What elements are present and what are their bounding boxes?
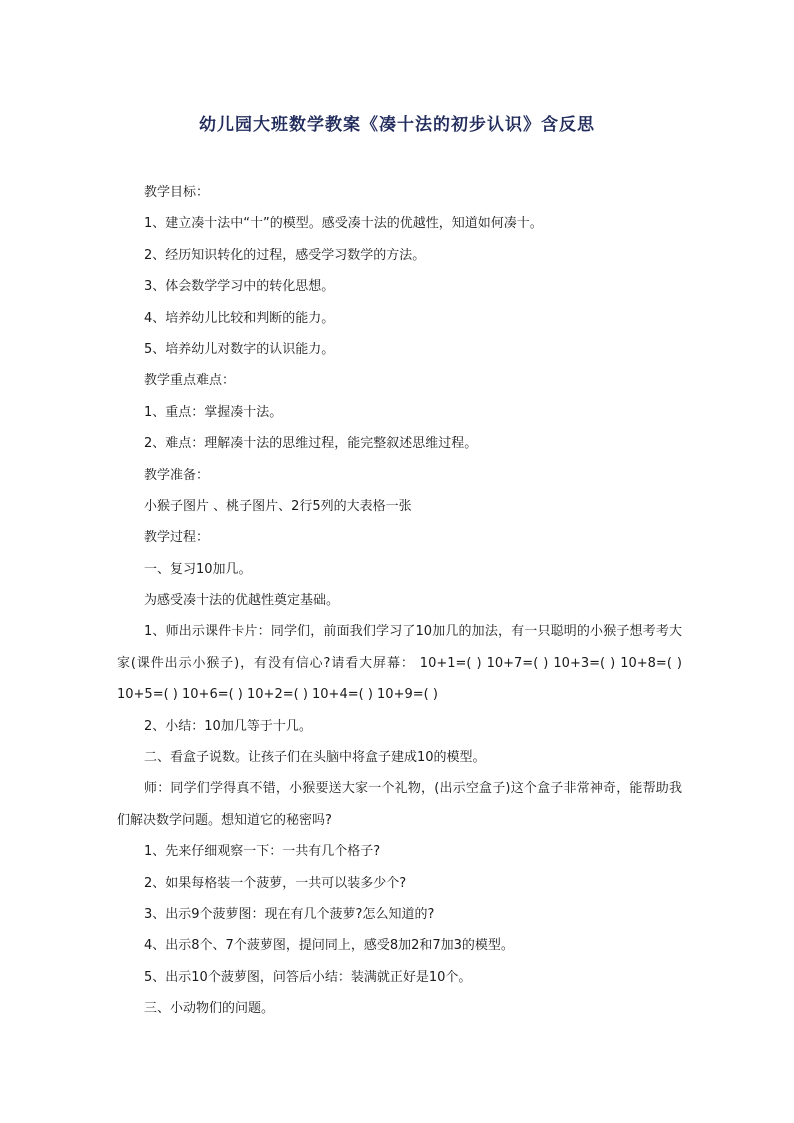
process-step-1-summary: 2、小结：10加几等于十几。 <box>144 718 312 734</box>
process-step-2-item-1: 1、先来仔细观察一下：一共有几个格子? <box>144 844 381 860</box>
document-body <box>117 177 682 1025</box>
process-step-1-card: 1、师出示课件卡片：同学们，前面我们学习了10加几的加法，有一只聪明的小猴子想考考大家(课件出示小猴子)，有没有信心?请看大屏幕： 10+1=( ) 10+7=( ) 10+3=( ) 10+8=( ) 10+5=( ) 10+6=( ) 10+2=( ) 10+4=( ) 10+9=( ) <box>117 624 682 703</box>
process-step-2-intro: 师：同学们学得真不错，小猴要送大家一个礼物，(出示空盒子)这个盒子非常神奇，能帮助我们解决数学问题。想知道它的秘密吗? <box>117 781 682 828</box>
objective-2: 2、经历知识转化的过程，感受学习数学的方法。 <box>144 247 426 263</box>
section-heading-preparation: 教学准备： <box>144 467 210 483</box>
process-step-2-item-4: 4、出示8个、7个菠萝图，提问同上，感受8加2和7加3的模型。 <box>144 938 514 954</box>
section-heading-objectives: 教学目标： <box>144 185 210 200</box>
process-step-1-heading: 一、复习10加几。 <box>144 561 252 577</box>
objective-5: 5、培养幼儿对数字的认识能力。 <box>144 341 335 357</box>
preparation-items: 小猴子图片 、桃子图片、2行5列的大表格一张 <box>144 498 412 514</box>
process-step-3-heading: 三、小动物们的问题。 <box>144 1001 275 1017</box>
section-heading-process: 教学过程： <box>144 530 210 546</box>
process-step-2-item-2: 2、如果每格装一个菠萝，一共可以装多少个? <box>144 875 407 891</box>
objective-3: 3、体会数学学习中的转化思想。 <box>144 279 335 295</box>
process-step-1-note: 为感受凑十法的优越性奠定基础。 <box>144 593 340 609</box>
key-point-2: 2、难点：理解凑十法的思维过程，能完整叙述思维过程。 <box>144 436 478 452</box>
document-title: 幼儿园大班数学教案《凑十法的初步认识》含反思 <box>199 115 595 135</box>
section-heading-key-points: 教学重点难点： <box>144 373 236 389</box>
process-step-2-heading: 二、看盒子说数。让孩子们在头脑中将盒子建成10的模型。 <box>144 750 486 766</box>
objective-1: 1、建立凑十法中“十”的模型。感受凑十法的优越性，知道如何凑十。 <box>144 216 543 232</box>
process-step-2-item-5: 5、出示10个菠萝图，问答后小结：装满就正好是10个。 <box>144 969 472 985</box>
process-step-2-item-3: 3、出示9个菠萝图：现在有几个菠萝?怎么知道的? <box>144 907 435 923</box>
objective-4: 4、培养幼儿比较和判断的能力。 <box>144 310 335 326</box>
key-point-1: 1、重点：掌握凑十法。 <box>144 404 283 420</box>
